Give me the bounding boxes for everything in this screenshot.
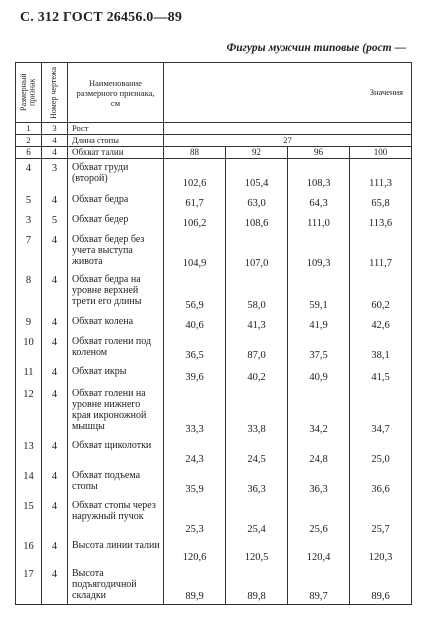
cell-value: 42,6 [350, 313, 412, 333]
cell-num: 11 [16, 363, 42, 385]
cell-value: 40,9 [288, 363, 350, 385]
cell-value: 111,0 [288, 211, 350, 231]
cell-draw: 4 [42, 467, 68, 497]
header-measure-number: Размерный признак [16, 63, 42, 123]
cell-value: 88 [164, 147, 226, 159]
cell-num: 3 [16, 211, 42, 231]
cell-num: 14 [16, 467, 42, 497]
cell-value: 41,9 [288, 313, 350, 333]
cell-value: 111,3 [350, 159, 412, 191]
cell-name: Рост [68, 123, 164, 135]
measurements-table [15, 62, 412, 605]
header-measure-name: Наименование размерного признака, см [68, 63, 164, 123]
table-row [16, 437, 412, 467]
cell-value: 108,3 [288, 159, 350, 191]
cell-name: Обхват стопы через наружный пучок [68, 497, 164, 537]
cell-num: 10 [16, 333, 42, 363]
cell-name: Высота линии талии [68, 537, 164, 565]
cell-num: 6 [16, 147, 42, 159]
table-header-row [16, 63, 412, 123]
cell-name: Обхват икры [68, 363, 164, 385]
cell-value: 60,2 [350, 271, 412, 313]
cell-value: 40,6 [164, 313, 226, 333]
cell-name: Обхват голени на уровне нижнего края икроножной мышцы [68, 385, 164, 437]
page-header: С. 312 ГОСТ 26456.0—89 [20, 10, 183, 25]
cell-value: 24,8 [288, 437, 350, 467]
cell-draw: 5 [42, 211, 68, 231]
cell-name: Высота подъягодичной складки [68, 565, 164, 605]
cell-num: 5 [16, 191, 42, 211]
cell-value: 38,1 [350, 333, 412, 363]
table-row [16, 333, 412, 363]
cell-draw: 4 [42, 147, 68, 159]
table-row [16, 211, 412, 231]
cell-name: Обхват бедер без учета выступа живота [68, 231, 164, 271]
cell-num: 9 [16, 313, 42, 333]
table-row [16, 271, 412, 313]
cell-num: 1 [16, 123, 42, 135]
cell-name: Обхват голени под коленом [68, 333, 164, 363]
cell-value: 107,0 [226, 231, 288, 271]
cell-value: 92 [226, 147, 288, 159]
cell-value: 24,5 [226, 437, 288, 467]
table-row [16, 467, 412, 497]
cell-draw: 4 [42, 191, 68, 211]
cell-draw: 4 [42, 333, 68, 363]
cell-name: Обхват колена [68, 313, 164, 333]
cell-value: 34,2 [288, 385, 350, 437]
table-row [16, 191, 412, 211]
cell-value: 35,9 [164, 467, 226, 497]
cell-value: 56,9 [164, 271, 226, 313]
cell-value: 89,7 [288, 565, 350, 605]
cell-value: 25,6 [288, 497, 350, 537]
cell-value: 104,9 [164, 231, 226, 271]
cell-num: 15 [16, 497, 42, 537]
cell-num: 16 [16, 537, 42, 565]
cell-value: 120,5 [226, 537, 288, 565]
cell-num: 2 [16, 135, 42, 147]
cell-value: 96 [288, 147, 350, 159]
cell-num: 7 [16, 231, 42, 271]
cell-value: 120,6 [164, 537, 226, 565]
cell-draw: 4 [42, 565, 68, 605]
table-row [16, 313, 412, 333]
header-values: Значения [164, 63, 412, 123]
cell-value: 106,2 [164, 211, 226, 231]
cell-value: 25,7 [350, 497, 412, 537]
cell-name: Обхват бедра на уровне верхней трети его длины [68, 271, 164, 313]
cell-value: 33,8 [226, 385, 288, 437]
cell-draw: 4 [42, 271, 68, 313]
table-row [16, 231, 412, 271]
cell-num: 12 [16, 385, 42, 437]
cell-value: 41,5 [350, 363, 412, 385]
cell-value: 65,8 [350, 191, 412, 211]
cell-draw: 4 [42, 437, 68, 467]
table-row [16, 385, 412, 437]
cell-value: 100 [350, 147, 412, 159]
cell-draw: 4 [42, 363, 68, 385]
cell-num: 17 [16, 565, 42, 605]
cell-value: 41,3 [226, 313, 288, 333]
cell-value: 87,0 [226, 333, 288, 363]
cell-value: 89,6 [350, 565, 412, 605]
cell-name: Обхват груди (второй) [68, 159, 164, 191]
cell-value: 27 [164, 135, 412, 147]
cell-value: 36,3 [226, 467, 288, 497]
cell-value: 34,7 [350, 385, 412, 437]
cell-value: 102,6 [164, 159, 226, 191]
cell-draw: 4 [42, 231, 68, 271]
cell-name: Обхват бедер [68, 211, 164, 231]
cell-name: Обхват щиколотки [68, 437, 164, 467]
cell-value: 105,4 [226, 159, 288, 191]
cell-value: 108,6 [226, 211, 288, 231]
table-row [16, 135, 412, 147]
cell-value: 109,3 [288, 231, 350, 271]
cell-empty [164, 123, 412, 135]
cell-name: Обхват талии [68, 147, 164, 159]
table-row [16, 159, 412, 191]
table-caption: Фигуры мужчин типовые (рост — [226, 42, 406, 54]
cell-value: 24,3 [164, 437, 226, 467]
cell-value: 37,5 [288, 333, 350, 363]
cell-value: 39,6 [164, 363, 226, 385]
cell-name: Длина стопы [68, 135, 164, 147]
cell-name: Обхват подъема стопы [68, 467, 164, 497]
cell-num: 4 [16, 159, 42, 191]
cell-draw: 4 [42, 135, 68, 147]
cell-value: 111,7 [350, 231, 412, 271]
table-row [16, 565, 412, 605]
cell-value: 58,0 [226, 271, 288, 313]
cell-num: 8 [16, 271, 42, 313]
header-drawing-number: Номер чертежа [42, 63, 68, 123]
cell-value: 120,3 [350, 537, 412, 565]
cell-value: 120,4 [288, 537, 350, 565]
cell-value: 25,4 [226, 497, 288, 537]
cell-draw: 3 [42, 159, 68, 191]
cell-draw: 4 [42, 537, 68, 565]
cell-value: 40,2 [226, 363, 288, 385]
cell-value: 36,3 [288, 467, 350, 497]
cell-value: 33,3 [164, 385, 226, 437]
cell-value: 64,3 [288, 191, 350, 211]
table-row [16, 147, 412, 159]
cell-value: 36,6 [350, 467, 412, 497]
table-row [16, 123, 412, 135]
cell-value: 36,5 [164, 333, 226, 363]
cell-draw: 3 [42, 123, 68, 135]
cell-draw: 4 [42, 497, 68, 537]
cell-value: 63,0 [226, 191, 288, 211]
cell-value: 89,8 [226, 565, 288, 605]
cell-value: 59,1 [288, 271, 350, 313]
cell-value: 89,9 [164, 565, 226, 605]
cell-draw: 4 [42, 313, 68, 333]
cell-value: 25,3 [164, 497, 226, 537]
table-row [16, 537, 412, 565]
cell-value: 25,0 [350, 437, 412, 467]
cell-num: 13 [16, 437, 42, 467]
cell-value: 61,7 [164, 191, 226, 211]
cell-name: Обхват бедра [68, 191, 164, 211]
table-body [16, 159, 412, 605]
table-row [16, 363, 412, 385]
cell-draw: 4 [42, 385, 68, 437]
cell-value: 113,6 [350, 211, 412, 231]
table-row [16, 497, 412, 537]
